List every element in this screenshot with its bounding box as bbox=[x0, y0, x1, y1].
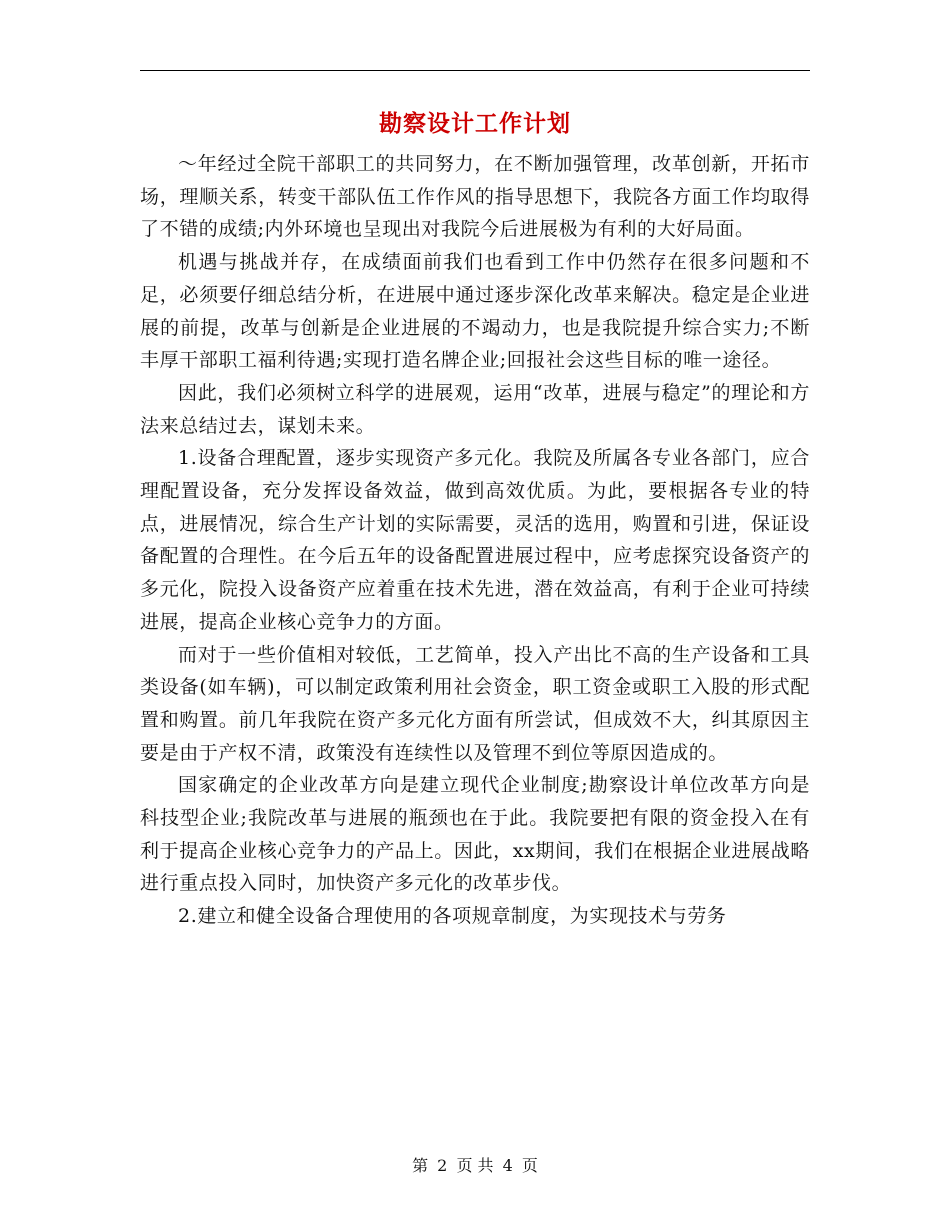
footer-total-pages: 4 bbox=[502, 1156, 513, 1175]
footer-page-number: 2 bbox=[437, 1156, 448, 1175]
footer-prefix: 第 bbox=[412, 1156, 429, 1175]
paragraph-5: 而对于一些价值相对较低，工艺简单，投入产出比不高的生产设备和工具类设备(如车辆)，可以制定政策利用社会资金，职工资金或职工入股的形式配置和购置。前几年我院在资产多元化方面有所尝试，但成效不大，纠其原因主要是由于产权不清，政策没有连续性以及管理不到位等原因造成的。 bbox=[140, 643, 810, 764]
paragraph-1: ～年经过全院干部职工的共同努力，在不断加强管理，改革创新，开拓市场，理顺关系，转变干部队伍工作作风的指导思想下，我院各方面工作均取得了不错的成绩;内外环境也呈现出对我院今后进展极为有利的大好局面。 bbox=[140, 153, 810, 241]
paragraph-6: 国家确定的企业改革方向是建立现代企业制度;勘察设计单位改革方向是科技型企业;我院改革与进展的瓶颈也在于此。我院要把有限的资金投入在有利于提高企业核心竞争力的产品上。因此，xx期间，我们在根据企业进展战略进行重点投入同时，加快资产多元化的改革步伐。 bbox=[140, 774, 810, 895]
page-footer bbox=[0, 1155, 950, 1177]
paragraph-2: 机遇与挑战并存，在成绩面前我们也看到工作中仍然存在很多问题和不足，必须要仔细总结分析，在进展中通过逐步深化改革来解决。稳定是企业进展的前提，改革与创新是企业进展的不竭动力，也是我院提升综合实力;不断丰厚干部职工福利待遇;实现打造名牌企业;回报社会这些目标的唯一途径。 bbox=[140, 251, 810, 372]
footer-middle: 页 共 bbox=[456, 1156, 494, 1175]
document-body bbox=[140, 148, 810, 933]
header-rule bbox=[140, 70, 810, 71]
paragraph-4: 1.设备合理配置，逐步实现资产多元化。我院及所属各专业各部门，应合理配置设备，充分发挥设备效益，做到高效优质。为此，要根据各专业的特点，进展情况，综合生产计划的实际需要，灵活的选用，购置和引进，保证设备配置的合理性。在今后五年的设备配置进展过程中，应考虑探究设备资产的多元化，院投入设备资产应着重在技术先进，潜在效益高，有利于企业可持续进展，提高企业核心竞争力的方面。 bbox=[140, 447, 810, 633]
footer-suffix: 页 bbox=[521, 1156, 538, 1175]
paragraph-3: 因此，我们必须树立科学的进展观，运用“改革，进展与稳定”的理论和方法来总结过去，谋划未来。 bbox=[140, 381, 810, 437]
paragraph-7: 2.建立和健全设备合理使用的各项规章制度，为实现技术与劳务 bbox=[178, 905, 727, 928]
document-title: 勘察设计工作计划 bbox=[379, 111, 571, 137]
